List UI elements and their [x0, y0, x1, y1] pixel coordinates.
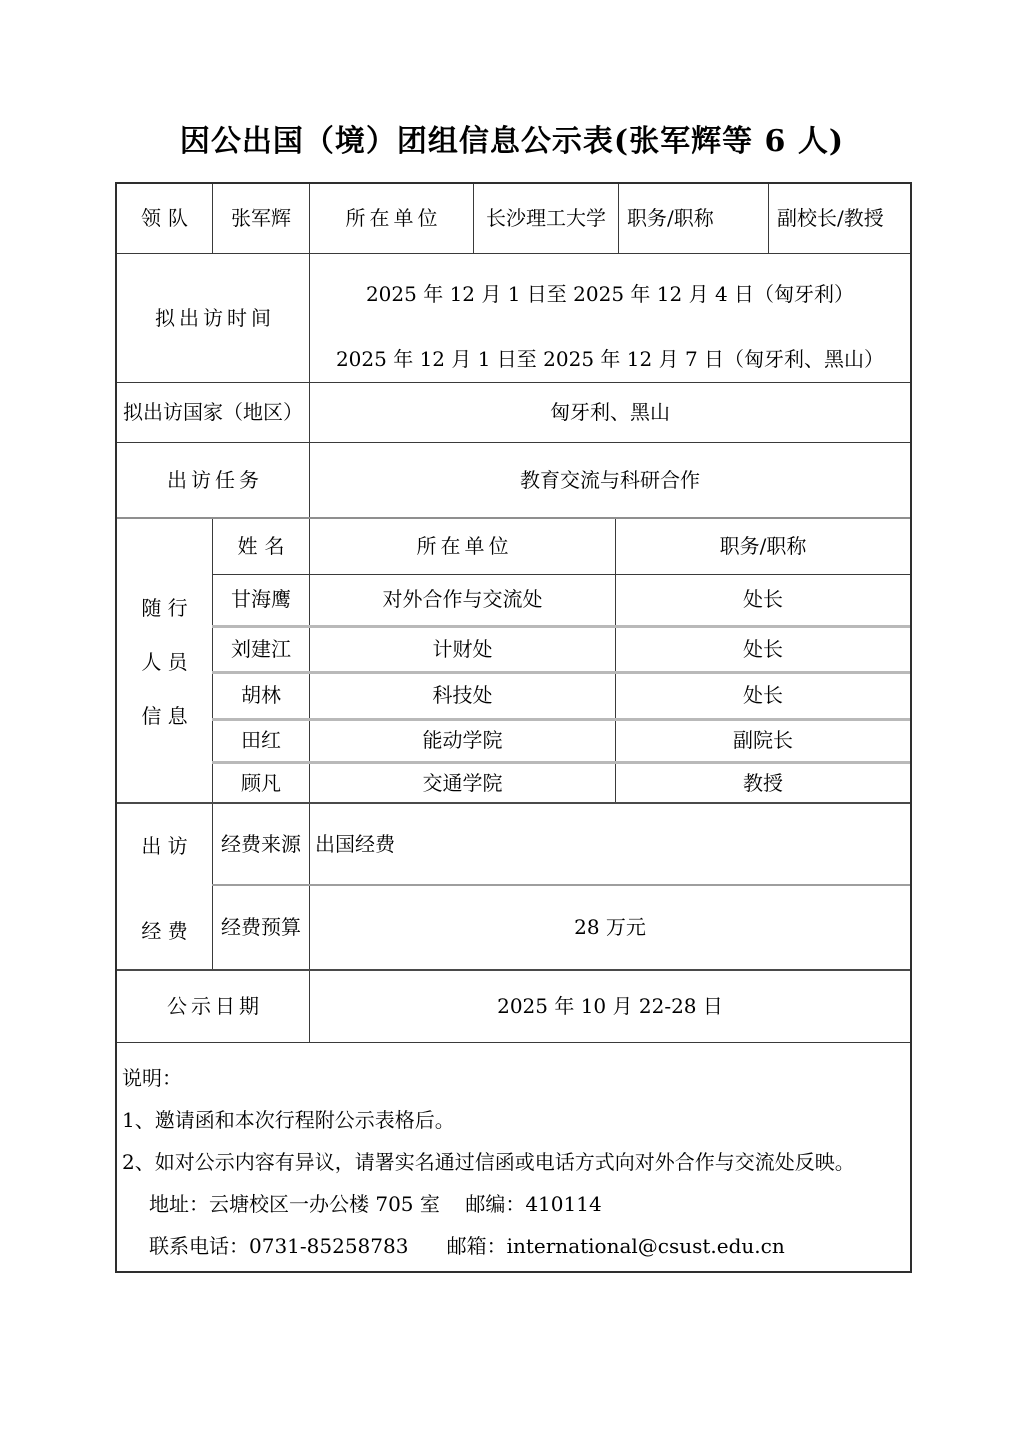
funding-label	[117, 804, 212, 969]
member-post: 处长	[615, 628, 910, 671]
member-post: 处长	[615, 674, 910, 718]
delegation-label	[117, 519, 212, 802]
member-post: 副院长	[615, 721, 910, 762]
table-row	[212, 761, 910, 802]
leader-name-value: 张军辉	[212, 184, 309, 253]
visit-time-label: 拟出访时间	[155, 305, 275, 330]
funding-source-row	[212, 804, 910, 884]
funding-budget-label: 经费预算	[212, 886, 309, 969]
leader-post-value: 副校长/教授	[768, 184, 910, 253]
delegation-label-line-3: 信 息	[141, 704, 188, 728]
member-name: 刘建江	[212, 628, 309, 671]
leader-row	[117, 184, 910, 253]
table-row	[212, 625, 910, 671]
notes-section	[117, 1042, 910, 1271]
publicity-date-value: 2025 年 10 月 22-28 日	[309, 971, 910, 1042]
notes-contact-line: 联系电话：0731-85258783 邮箱：international@csust.edu.cn	[149, 1234, 785, 1258]
delegation-header-post: 职务/职称	[615, 519, 910, 574]
countries-row	[117, 382, 910, 442]
mission-value: 教育交流与科研合作	[309, 443, 910, 517]
visit-time-line-1: 2025 年 12 月 1 日至 2025 年 12 月 4 日（匈牙利）	[365, 282, 855, 306]
member-unit: 对外合作与交流处	[309, 575, 615, 626]
member-name: 甘海鹰	[212, 575, 309, 626]
countries-value: 匈牙利、黑山	[309, 383, 910, 442]
funding-source-value: 出国经费	[309, 804, 910, 884]
table-row	[212, 718, 910, 762]
member-unit: 能动学院	[309, 721, 615, 762]
member-unit: 交通学院	[309, 764, 615, 802]
delegation-header-row	[212, 519, 910, 574]
visit-time-row	[117, 253, 910, 382]
delegation-label-line-2: 人 员	[141, 650, 188, 674]
delegation-section	[117, 517, 910, 802]
delegation-label-line-1: 随 行	[141, 596, 188, 620]
member-name: 胡林	[212, 674, 309, 718]
funding-budget-value: 28 万元	[309, 886, 910, 969]
delegation-header-name: 姓名	[212, 519, 309, 574]
delegation-rows	[212, 519, 910, 802]
leader-unit-label: 所在单位	[309, 184, 473, 253]
funding-label-line-2: 经 费	[141, 918, 188, 943]
visit-time-value	[309, 254, 910, 382]
funding-rows	[212, 804, 910, 969]
member-name: 田红	[212, 721, 309, 762]
visit-time-line-2: 2025 年 12 月 1 日至 2025 年 12 月 7 日（匈牙利、黑山）	[335, 347, 885, 371]
leader-unit-value: 长沙理工大学	[473, 184, 618, 253]
table-row	[212, 574, 910, 626]
member-unit: 计财处	[309, 628, 615, 671]
notes-item-1: 1、邀请函和本次行程附公示表格后。	[122, 1108, 455, 1132]
publicity-date-row	[117, 969, 910, 1042]
funding-source-label: 经费来源	[212, 804, 309, 884]
notes-item-2: 2、如对公示内容有异议，请署实名通过信函或电话方式向对外合作与交流处反映。	[122, 1150, 855, 1174]
funding-budget-row	[212, 884, 910, 969]
mission-row	[117, 442, 910, 517]
funding-section	[117, 802, 910, 969]
table-row	[212, 671, 910, 718]
publicity-table	[115, 182, 912, 1273]
funding-label-line-1: 出 访	[141, 833, 188, 858]
mission-label: 出访任务	[167, 467, 263, 492]
leader-label: 领队	[141, 206, 195, 230]
publicity-date-label: 公示日期	[167, 994, 263, 1018]
member-unit: 科技处	[309, 674, 615, 718]
member-name: 顾凡	[212, 764, 309, 802]
leader-post-label: 职务/职称	[618, 184, 768, 253]
delegation-header-unit: 所在单位	[309, 519, 615, 574]
member-post: 教授	[615, 764, 910, 802]
countries-label: 拟出访国家（地区）	[123, 400, 303, 424]
page-title: 因公出国（境）团组信息公示表(张军辉等 6 人)	[179, 124, 845, 159]
notes-heading: 说明：	[122, 1066, 182, 1090]
member-post: 处长	[615, 575, 910, 626]
notes-address-line: 地址：云塘校区一办公楼 705 室 邮编：410114	[149, 1192, 602, 1216]
